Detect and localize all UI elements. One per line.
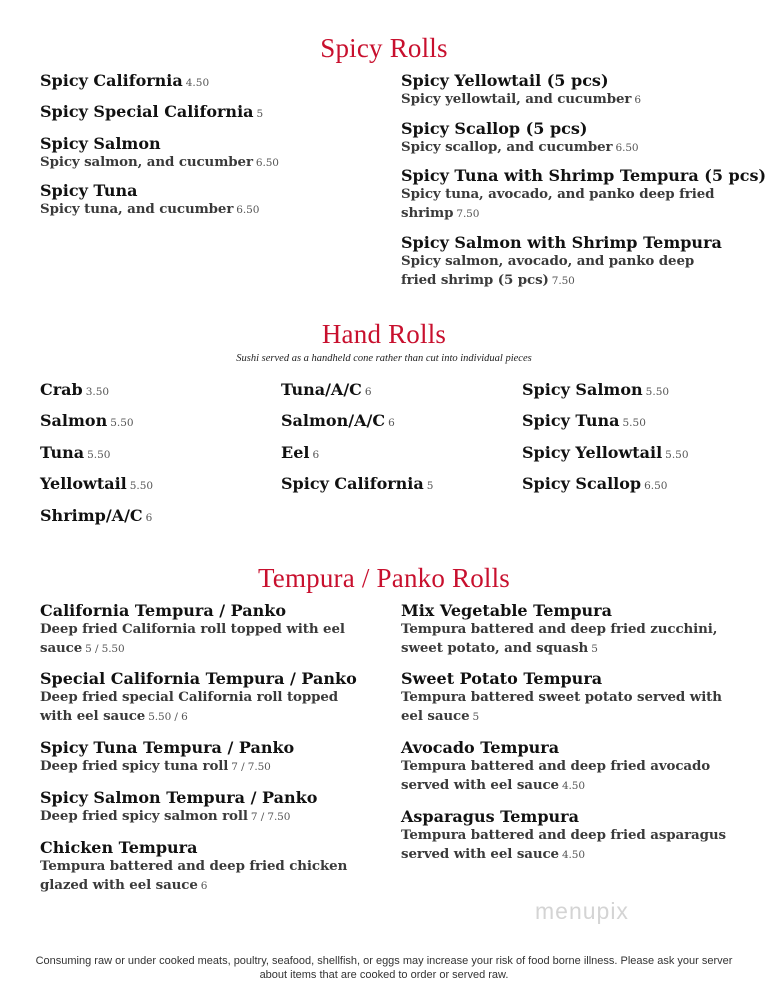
item-price: 6 — [145, 512, 153, 524]
item-name: Spicy Salmon — [522, 380, 643, 399]
item-price: 5.50 — [110, 417, 134, 429]
item-price: 6 — [634, 94, 641, 106]
menu-item — [401, 669, 731, 727]
item-price: 5.50 — [129, 480, 154, 492]
item-name: Eel — [281, 443, 310, 462]
item-description: Spicy scallop, and cucumber — [401, 139, 613, 155]
item-name: Spicy Salmon — [40, 134, 161, 153]
menu-item — [40, 669, 370, 727]
item-description: Tempura battered and deep fried chicken glazed with eel sauce — [40, 858, 348, 893]
item-price: 7 / 7.50 — [250, 811, 291, 823]
menu-item — [40, 838, 370, 896]
item-name: Spicy Tuna — [40, 181, 138, 200]
item-price: 7 / 7.50 — [231, 761, 271, 773]
item-name: Spicy Tuna Tempura / Panko — [40, 738, 295, 757]
item-price: 5.50 — [622, 417, 646, 429]
item-price: 6 — [364, 386, 372, 398]
item-name: Asparagus Tempura — [401, 807, 579, 826]
menu-item — [281, 474, 433, 496]
item-price: 5 / 5.50 — [85, 643, 125, 655]
menu-item — [40, 380, 109, 402]
item-price: 7.50 — [456, 208, 480, 220]
item-name: Spicy Yellowtail (5 pcs) — [401, 71, 609, 90]
menu-item — [522, 380, 669, 402]
menu-item — [401, 601, 731, 659]
item-price: 5.50 — [645, 386, 670, 398]
item-price: 5 — [256, 108, 264, 120]
item-price: 6 — [312, 449, 320, 461]
menu-item — [40, 443, 110, 465]
item-name: Avocado Tempura — [401, 738, 560, 757]
spicy-rolls-title: Spicy Rolls — [320, 33, 448, 63]
menu-item — [40, 134, 370, 173]
item-name: Sweet Potato Tempura — [401, 669, 603, 688]
menu-item — [401, 166, 767, 224]
item-price: 6 — [200, 880, 208, 892]
menu-item — [40, 411, 134, 433]
item-name: Chicken Tempura — [40, 838, 198, 857]
item-name: California Tempura / Panko — [40, 601, 287, 620]
menu-item — [281, 380, 372, 402]
item-description: Spicy tuna, and cucumber — [40, 201, 234, 217]
item-name: Crab — [40, 380, 83, 399]
menu-item — [401, 119, 731, 158]
item-price: 5 — [426, 480, 434, 492]
menu-item — [401, 71, 731, 110]
item-description: Spicy yellowtail, and cucumber — [401, 91, 632, 107]
menu-item — [40, 788, 370, 827]
item-price: 4.50 — [185, 77, 210, 89]
menu-item — [40, 474, 153, 496]
menu-item — [40, 738, 370, 777]
item-description: Spicy salmon, avocado, and panko deep fried shrimp (5 pcs) — [401, 253, 695, 288]
item-description: Tempura battered and deep fried asparagus served with eel sauce — [401, 827, 726, 862]
item-name: Salmon/A/C — [281, 411, 386, 430]
item-description: Deep fried special California roll topped with eel sauce — [40, 689, 339, 724]
menu-item — [401, 738, 731, 796]
item-description: Deep fried spicy salmon roll — [40, 808, 248, 824]
item-description: Tempura battered and deep fried zucchini, sweet potato, and squash — [401, 621, 718, 656]
item-description: Spicy tuna, avocado, and panko deep fried shrimp — [401, 186, 715, 221]
item-name: Spicy Special California — [40, 102, 254, 121]
item-name: Special California Tempura / Panko — [40, 669, 357, 688]
item-name: Spicy Salmon with Shrimp Tempura — [401, 233, 722, 252]
menu-item — [522, 474, 668, 496]
hand-rolls-title: Hand Rolls — [321, 319, 447, 349]
menu-item — [281, 411, 395, 433]
item-price: 5 — [472, 711, 480, 723]
item-name: Tuna/A/C — [281, 380, 362, 399]
item-name: Salmon — [40, 411, 108, 430]
item-price: 6.50 — [615, 142, 639, 154]
menupix-watermark: menupix — [535, 898, 629, 924]
item-name: Spicy Tuna — [522, 411, 620, 430]
item-name: Spicy Scallop — [522, 474, 642, 493]
item-price: 5.50 — [665, 449, 689, 461]
item-name: Shrimp/A/C — [40, 506, 143, 525]
menu-item — [40, 181, 370, 220]
menu-item — [522, 443, 689, 465]
food-safety-disclaimer: Consuming raw or under cooked meats, poultry, seafood, shellfish, or eggs may increase your risk of food borne illness. Please ask your server about items that are cooked to order or served raw. — [35, 955, 733, 981]
item-description: Tempura battered sweet potato served with eel sauce — [401, 689, 722, 724]
item-description: Deep fried spicy tuna roll — [40, 758, 229, 774]
item-name: Spicy Tuna with Shrimp Tempura (5 pcs) — [401, 166, 767, 185]
item-name: Spicy Yellowtail — [522, 443, 663, 462]
item-price: 6.50 — [236, 204, 260, 216]
item-name: Spicy California — [281, 474, 424, 493]
item-name: Spicy Scallop (5 pcs) — [401, 119, 588, 138]
item-description: Deep fried California roll topped with eel sauce — [40, 621, 345, 656]
item-price: 4.50 — [561, 849, 585, 861]
item-name: Mix Vegetable Tempura — [401, 601, 612, 620]
item-price: 6.50 — [644, 480, 668, 492]
menu-item — [522, 411, 646, 433]
item-name: Spicy California — [40, 71, 183, 90]
menu-item — [401, 807, 731, 865]
item-name: Tuna — [40, 443, 85, 462]
item-description: Spicy salmon, and cucumber — [40, 154, 253, 170]
hand-rolls-subtitle: Sushi served as a handheld cone rather than cut into individual pieces — [236, 353, 532, 364]
item-price: 7.50 — [551, 275, 575, 287]
menu-item — [40, 102, 370, 124]
item-price: 5 — [591, 643, 598, 655]
item-price: 4.50 — [561, 780, 585, 792]
item-price: 5.50 / 6 — [148, 711, 188, 723]
menu-item — [40, 506, 152, 528]
item-price: 5.50 — [87, 449, 111, 461]
item-price: 3.50 — [85, 386, 110, 398]
item-name: Spicy Salmon Tempura / Panko — [40, 788, 318, 807]
item-price: 6 — [388, 417, 395, 429]
item-name: Yellowtail — [40, 474, 127, 493]
item-description: Tempura battered and deep fried avocado served with eel sauce — [401, 758, 711, 793]
menu-item — [401, 233, 731, 291]
menu-item — [281, 443, 319, 465]
menu-item — [40, 601, 370, 659]
tempura-rolls-title: Tempura / Panko Rolls — [257, 563, 511, 593]
menu-item — [40, 71, 370, 93]
item-price: 6.50 — [255, 157, 279, 169]
